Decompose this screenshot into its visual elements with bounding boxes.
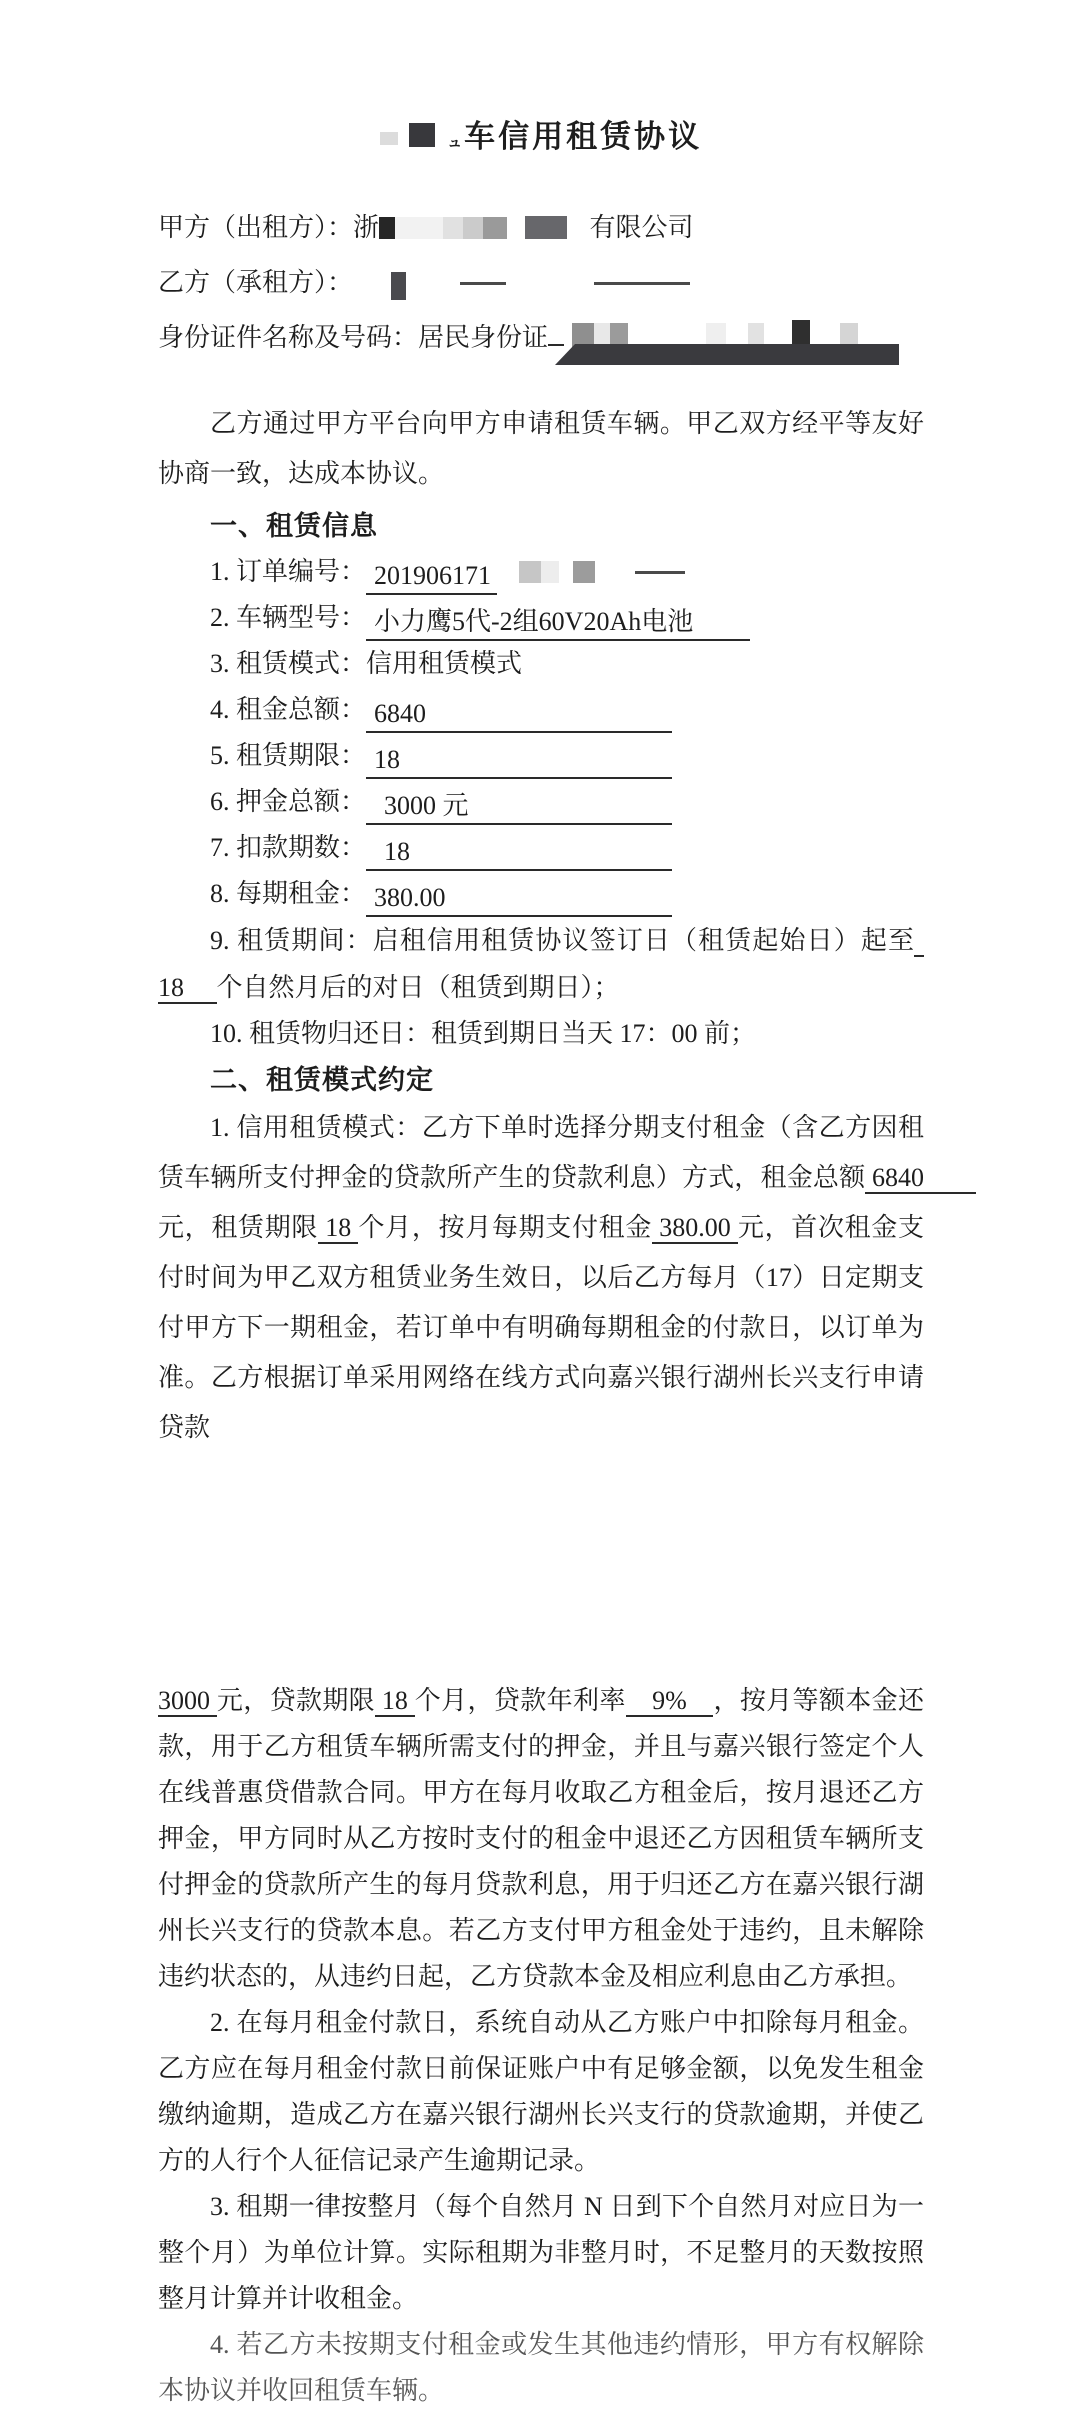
redaction-block bbox=[395, 217, 443, 239]
item-label: 8. 每期租金： bbox=[210, 879, 367, 908]
full-month-paragraph: 3. 租期一律按整月（每个自然月 N 日到下个自然月对应日为一整个月）为单位计算。实际租期为非整月时，不足整月的天数按照整月计算并计收租金。 bbox=[158, 2192, 924, 2313]
rental-period-text: 个自然月后的对日（租赁到期日）； bbox=[216, 973, 620, 1002]
redaction-block bbox=[391, 272, 406, 300]
item-deduction-periods bbox=[158, 825, 924, 871]
party-a-prefix: 浙 bbox=[353, 213, 380, 242]
party-b-line bbox=[158, 255, 924, 310]
total-rent-inline-value: 6840 bbox=[865, 1163, 977, 1192]
paragraph-text: 元，租赁期限 bbox=[158, 1213, 319, 1242]
blank-line bbox=[594, 282, 690, 285]
item-label: 10. 租赁物归还日： bbox=[210, 1019, 432, 1048]
term-inline-value: 18 bbox=[318, 1213, 359, 1242]
redaction-block bbox=[380, 132, 398, 145]
blank-line bbox=[548, 344, 564, 346]
id-label: 身份证件名称及号码： bbox=[158, 323, 419, 352]
redaction-block bbox=[409, 123, 435, 147]
deduction-periods-value: 18 bbox=[366, 835, 672, 871]
redaction-block bbox=[573, 561, 595, 583]
item-label: 6. 押金总额： bbox=[210, 787, 367, 816]
party-a-suffix: 有限公司 bbox=[589, 213, 694, 242]
item-label: 5. 租赁期限： bbox=[210, 741, 367, 770]
item-order-no bbox=[158, 549, 924, 595]
id-line bbox=[158, 310, 924, 365]
rental-mode-value: 信用租赁模式 bbox=[366, 649, 523, 678]
page-break-gap bbox=[158, 1453, 924, 1678]
rental-term-value: 18 bbox=[366, 743, 672, 779]
item-vehicle-model bbox=[158, 595, 924, 641]
loan-rate-inline-value: 9% bbox=[625, 1686, 714, 1715]
credit-mode-paragraph-part1 bbox=[158, 1103, 977, 1453]
paragraph-text: 元，首次租金支付时间为甲乙双方租赁业务生效日，以后乙方每月（17）日定期支付甲方下一期租金，若订单中有明确每期租金的付款日，以订单为准。乙方根据订单采用网络在线方式向嘉兴银行湖州长兴支行申请贷款 bbox=[158, 1213, 924, 1442]
section1-heading: 一、租赁信息 bbox=[210, 511, 378, 541]
intro-paragraph: 乙方通过甲方平台向甲方申请租赁车辆。甲乙双方经平等友好协商一致，达成本协议。 bbox=[158, 409, 924, 488]
item-deposit-total bbox=[158, 779, 924, 825]
redaction-block bbox=[443, 217, 463, 239]
item-label: 3. 租赁模式： bbox=[210, 649, 367, 678]
paragraph-text: 个月，贷款年利率 bbox=[414, 1686, 626, 1715]
deposit-inline-value: 3000 bbox=[158, 1686, 217, 1715]
deposit-total-value: 3000 元 bbox=[366, 789, 672, 825]
item-rent-per-period bbox=[158, 871, 924, 917]
rent-inline-value: 380.00 bbox=[652, 1213, 738, 1242]
item-label: 4. 租金总额： bbox=[210, 695, 367, 724]
rental-period-text: 9. 租赁期间：启租信用租赁协议签订日（租赁起始日）起至 bbox=[210, 926, 914, 955]
item-rental-mode bbox=[158, 641, 924, 687]
order-no-value: 201906171 bbox=[366, 559, 497, 595]
redaction-block bbox=[541, 561, 559, 583]
redaction-block bbox=[379, 217, 395, 239]
redaction-bar bbox=[555, 344, 899, 365]
blank-line bbox=[635, 571, 685, 574]
vehicle-model-value: 小力鹰5代-2组60V20Ah电池 bbox=[366, 605, 750, 641]
id-value: 居民身份证 bbox=[418, 323, 549, 352]
party-b-label: 乙方（承租方）： bbox=[158, 268, 354, 297]
item-return-date bbox=[158, 1011, 924, 1057]
auto-deduction-paragraph: 2. 在每月租金付款日，系统自动从乙方账户中扣除每月租金。乙方应在每月租金付款日前保证账户中有足够金额，以免发生租金缴纳逾期，造成乙方在嘉兴银行湖州长兴支行的贷款逾期，并使乙方的人行个人征信记录产生逾期记录。 bbox=[158, 2008, 924, 2175]
rental-period-months: 18 bbox=[158, 926, 924, 1004]
document-title bbox=[158, 114, 924, 160]
total-rent-value: 6840 bbox=[366, 697, 672, 733]
clipped-next-paragraph: 4. 若乙方未按期支付租金或发生其他违约情形，甲方有权解除本协议并收回租赁车辆。 bbox=[158, 2330, 924, 2405]
credit-mode-paragraph-part2 bbox=[158, 1678, 924, 2000]
rent-per-period-value: 380.00 bbox=[366, 881, 672, 917]
redaction-block bbox=[519, 561, 541, 583]
item-label: 1. 订单编号： bbox=[210, 557, 367, 586]
section2-heading: 二、租赁模式约定 bbox=[210, 1065, 434, 1095]
redaction-block bbox=[525, 216, 567, 239]
redaction-block bbox=[463, 217, 483, 239]
item-rental-term bbox=[158, 733, 924, 779]
parties-block bbox=[158, 200, 924, 365]
blank-line bbox=[460, 282, 506, 285]
item-label: 2. 车辆型号： bbox=[210, 603, 367, 632]
paragraph-text: ，按月等额本金还款，用于乙方租赁车辆所需支付的押金，并且与嘉兴银行签定个人在线普惠贷借款合同。甲方在每月收取乙方租金后，按月退还乙方押金，甲方同时从乙方按时支付的租金中退还乙方因租赁车辆所支付押金的贷款所产生的每月贷款利息，用于归还乙方在嘉兴银行湖州长兴支行的贷款本息。若乙方支付甲方租金处于违约，且未解除违约状态的，从违约日起，乙方贷款本金及相应利息由乙方承担。 bbox=[158, 1686, 924, 1991]
paragraph-text: 个月，按月每期支付租金 bbox=[358, 1213, 653, 1242]
return-date-value: 租赁到期日当天 17：00 前； bbox=[431, 1019, 757, 1048]
paragraph-text: 1. 信用租赁模式：乙方下单时选择分期支付租金（含乙方因租赁车辆所支付押金的贷款所产生的贷款利息）方式，租金总额 bbox=[158, 1113, 924, 1192]
party-a-line bbox=[158, 200, 924, 255]
title-artifact: ュ bbox=[447, 134, 463, 151]
loan-term-inline-value: 18 bbox=[375, 1686, 415, 1715]
item-label: 7. 扣款期数： bbox=[210, 833, 367, 862]
paragraph-text: 元，贷款期限 bbox=[216, 1686, 376, 1715]
title-text: 车信用租赁协议 bbox=[464, 119, 703, 154]
redaction-block bbox=[483, 217, 507, 239]
item-total-rent bbox=[158, 687, 924, 733]
item-rental-period bbox=[158, 917, 924, 1011]
party-a-label: 甲方（出租方）： bbox=[158, 213, 354, 242]
